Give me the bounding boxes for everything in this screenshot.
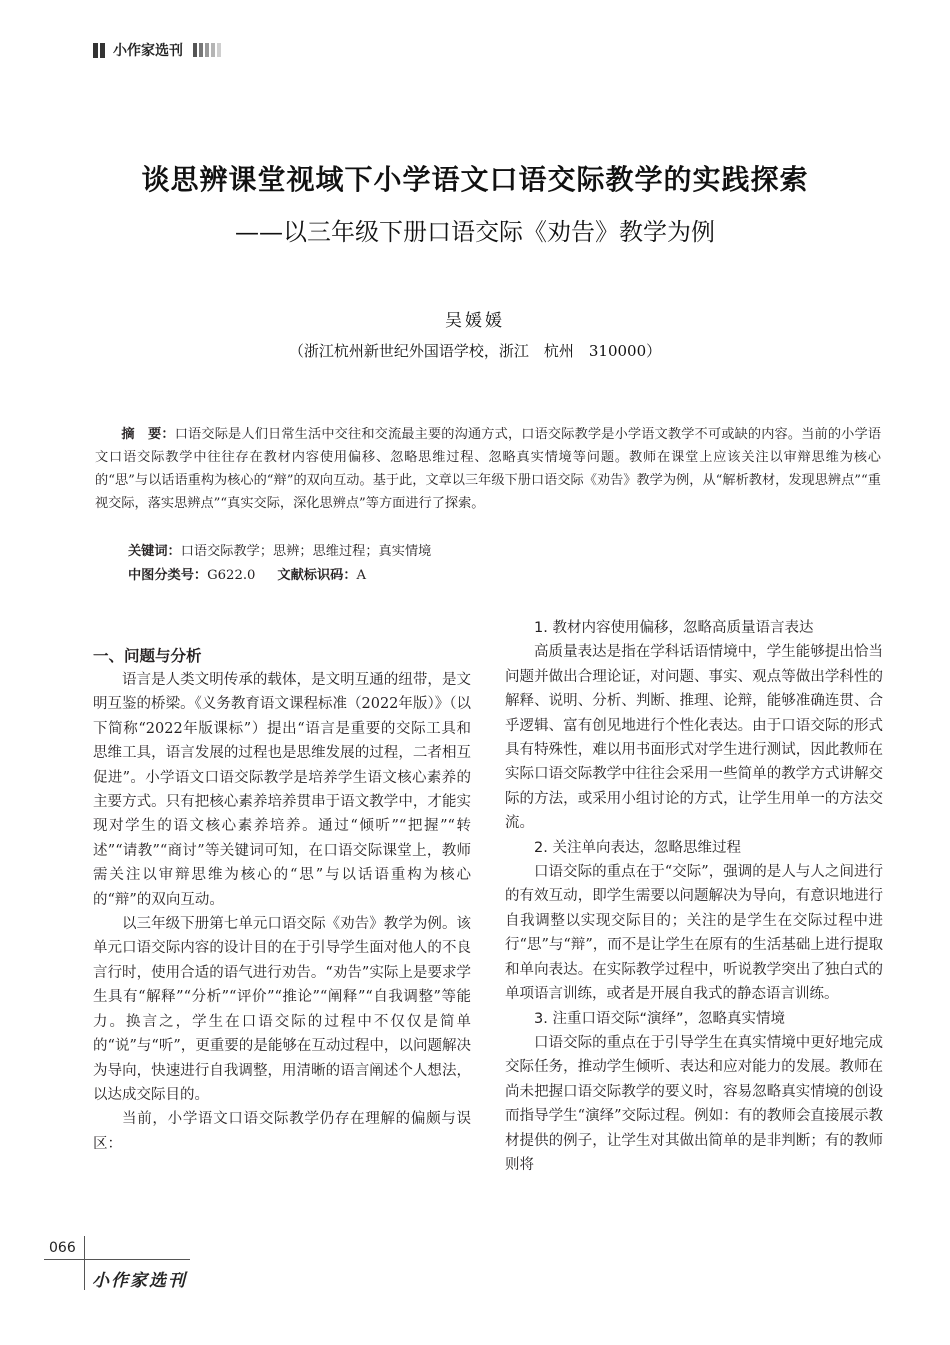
body-paragraph: 口语交际的重点在于引导学生在真实情境中更好地完成交际任务，推动学生倾听、表达和应对能力的发展。教师在尚未把握口语交际教学的要义时，容易忽略真实情境的创设而指导学生“演绎”交际过程。例如：有的教师会直接展示教材提供的例子，让学生对其做出简单的是非判断；有的教师则将: [505, 1034, 883, 1173]
keywords: 口语交际教学；思辨；思维过程；真实情境: [180, 544, 432, 559]
footer-horizontal-rule: [44, 1259, 190, 1260]
doc-code-label: 文献标识码：: [277, 568, 357, 583]
author-affiliation: （浙江杭州新世纪外国语学校，浙江 杭州 310000）: [288, 342, 662, 360]
body-paragraph: 语言是人类文明传承的载体，是文明互通的纽带，是文明互鉴的桥梁。《义务教育语文课程标准（2022年版）》（以下简称“2022年版课标”）提出“语言是重要的交际工具和思维工具，语言发展的过程也是思维发展的过程，二者相互促进”。小学语文口语交际教学是培养学生语文核心素养的主要方式。只有把核心素养培养贯串于语文教学中，才能实现对学生的语文核心素养培养。通过“倾听”“把握”“转述”“请教”“商讨”等关键词可知，在口语交际课堂上，教师需关注以审辩思维为核心的“思”与以话语重构为核心的“辩”的双向互动。: [93, 672, 471, 908]
body-paragraph: 以三年级下册第七单元口语交际《劝告》教学为例。该单元口语交际内容的设计目的在于引导学生面对他人的不良言行时，使用合适的语气进行劝告。“劝告”实际上是要求学生具有“解释”“分析”“评价”“推论”“阐释”“自我调整”等能力。换言之，学生在口语交际的过程中不仅仅是简单的“说”与“听”，更重要的是能够在互动过程中，以问题解决为导向，快速进行自我调整，用清晰的语言阐述个人想法，以达成交际目的。: [93, 916, 471, 1103]
body-paragraph: 高质量表达是指在学科话语情境中，学生能够提出恰当问题并做出合理论证，对问题、事实、观点等做出学科性的解释、说明、分析、判断、推理、论辩，能够准确连贯、合乎逻辑、富有创见地进行个性化表达。由于口语交际的形式具有特殊性，难以用书面形式对学生进行测试，因此教师在实际口语交际教学中往往会采用一些简单的教学方式讲解交际的方法，或采用小组讨论的方式，让学生用单一的方法交流。: [505, 644, 883, 832]
doc-code: A: [356, 568, 367, 583]
abstract-text: 口语交际是人们日常生活中交往和交流最主要的沟通方式，口语交际教学是小学语文教学不可或缺的内容。当前的小学语文口语交际教学中往往存在教材内容使用偏移、忽略思维过程、忽略真实情境等问题。教师在课堂上应该关注以审辩思维为核心的“思”与以话语重构为核心的“辩”的双向互动。基于此，文章以三年级下册口语交际《劝告》教学为例，从“解析教材，发现思辨点”“重视交际，落实思辨点”“真实交际，深化思辨点”等方面进行了探索。: [95, 427, 882, 511]
subsection-heading: 3. 注重口语交际“演绎”，忽略真实情境: [534, 1010, 785, 1027]
classification-line: [128, 564, 366, 583]
subsection-heading: 2. 关注单向表达，忽略思维过程: [534, 839, 741, 856]
header-trailing-bars-decoration: [193, 43, 223, 57]
body-paragraph: 口语交际的重点在于“交际”，强调的是人与人之间进行的有效互动，即学生需要以问题解决为导向，有意识地进行自我调整以实现交际目的；关注的是学生在交际过程中进行“思”与“辩”，而不是让学生在原有的生活基础上进行提取和单向表达。在实际教学过程中，听说教学突出了独白式的单项语言训练，或者是开展自我式的静态语言训练。: [505, 864, 883, 1003]
article-subtitle: ——以三年级下册口语交际《劝告》教学为例: [235, 218, 715, 246]
clc-code: G622.0: [207, 568, 256, 583]
keywords-line: [128, 540, 431, 559]
page-number: 066: [49, 1240, 76, 1256]
footer-vertical-rule: [84, 1236, 85, 1290]
journal-name: 小作家选刊: [113, 43, 183, 59]
abstract-paragraph: [95, 423, 881, 515]
footer-journal-logo: 小作家选刊: [92, 1271, 187, 1291]
author-name: 吴媛媛: [445, 311, 505, 331]
right-column: [505, 616, 883, 1177]
clc-label: 中图分类号：: [128, 568, 208, 583]
header-bars-decoration: [93, 43, 107, 58]
subsection-heading: 1. 教材内容使用偏移，忽略高质量语言表达: [534, 620, 814, 636]
keywords-label: 关键词：: [128, 544, 181, 559]
abstract: [95, 423, 881, 515]
abstract-label: 摘 要：: [121, 427, 175, 442]
section-heading: 一、问题与分析: [93, 647, 202, 665]
article-title: 谈思辨课堂视域下小学语文口语交际教学的实践探索: [141, 163, 809, 196]
body-paragraph: 当前，小学语文口语交际教学仍存在理解的偏颇与误区：: [93, 1111, 471, 1152]
left-column: [93, 644, 471, 1156]
running-header: [93, 40, 223, 60]
